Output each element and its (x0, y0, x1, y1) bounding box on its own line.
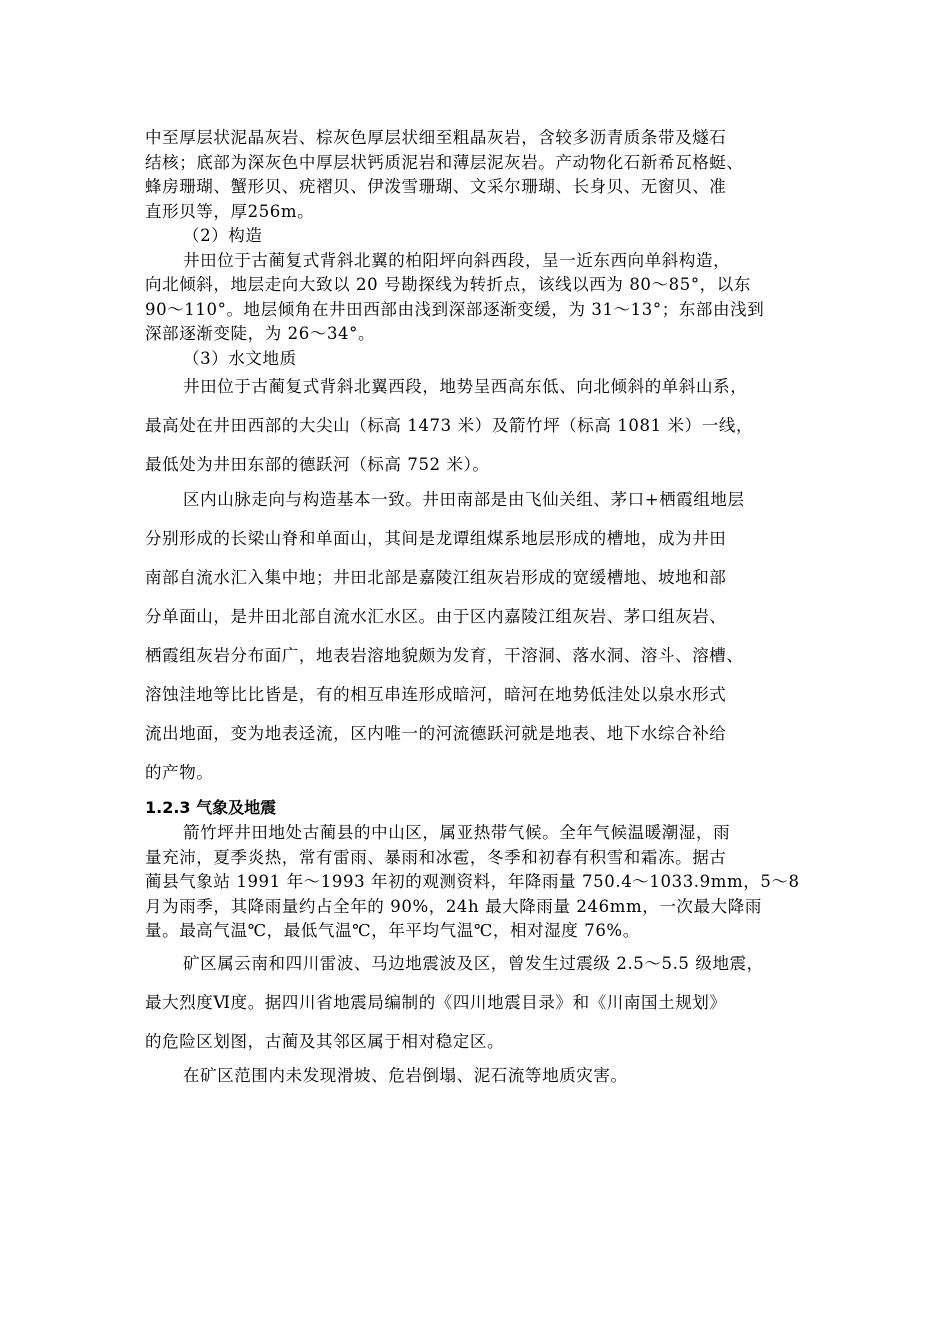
text-line: 溶蚀洼地等比比皆是，有的相互串连形成暗河，暗河在地势低洼处以泉水形式 (145, 685, 727, 704)
paragraph-hazards (145, 1056, 817, 1095)
subsection-title: （3）水文地质 (183, 348, 297, 368)
text-line: 中至厚层状泥晶灰岩、棕灰色厚层状细至粗晶灰岩，含较多沥青质条带及燧石 (145, 128, 727, 147)
text-line: 南部自流水汇入集中地；井田北部是嘉陵江组灰岩形成的宽缓槽地、坡地和部 (145, 568, 727, 587)
text-line: 矿区属云南和四川雷波、马边地震波及区，曾发生过震级 2.5～5.5 级地震， (183, 954, 764, 973)
subsection-title: （2）构造 (183, 226, 263, 245)
text-line: 深部逐渐变陡，为 26～34°。 (145, 324, 376, 343)
text-line: 的产物。 (145, 763, 214, 782)
paragraph-hydro-terrain (145, 367, 817, 484)
text-line: 区内山脉走向与构造基本一致。井田南部是由飞仙关组、茅口+栖霞组地层 (183, 490, 745, 509)
text-line: 蜂房珊瑚、蟹形贝、疣褶贝、伊泼雪珊瑚、文采尔珊瑚、长身贝、无窗贝、准 (145, 177, 727, 196)
paragraph-hydro-karst (145, 480, 817, 792)
text-line: 在矿区范围内未发现滑坡、危岩倒塌、泥石流等地质灾害。 (183, 1066, 628, 1085)
text-line: 量。最高气温℃，最低气温℃，年平均气温℃，相对湿度 76%。 (145, 921, 640, 940)
text-line: 最大烈度Ⅵ度。据四川省地震局编制的《四川地震目录》和《川南国土规划》 (145, 993, 727, 1012)
paragraph-climate (145, 821, 817, 944)
text-line: 结核；底部为深灰色中厚层状钙质泥岩和薄层泥灰岩。产动物化石新希瓦格蜓、 (145, 152, 744, 172)
text-line: 箭竹坪井田地处古蔺县的中山区，属亚热带气候。全年气候温暖潮湿，雨 (183, 823, 731, 842)
text-line: 井田位于古蔺复式背斜北翼西段，地势呈西高东低、向北倾斜的单斜山系， (183, 377, 748, 396)
text-line: 蔺县气象站 1991 年～1993 年初的观测资料，年降雨量 750.4～1033.9mm，5～8 (145, 872, 800, 891)
text-line: 流出地面，变为地表迳流，区内唯一的河流德跃河就是地表、地下水综合补给 (145, 724, 727, 743)
paragraph-strata-continued (145, 126, 817, 224)
text-line: 分别形成的长梁山脊和单面山，其间是龙谭组煤系地层形成的槽地，成为井田 (145, 529, 727, 548)
text-line: 最低处为井田东部的德跃河（标高 752 米）。 (145, 455, 490, 474)
section-heading: 1.2.3 气象及地震 (145, 798, 277, 817)
text-line: 向北倾斜，地层走向大致以 20 号勘探线为转折点，该线以西为 80～85°，以东 (145, 275, 751, 294)
text-line: 90～110°。地层倾角在井田西部由浅到深部逐渐变缓，为 31～13°；东部由浅到 (145, 299, 765, 319)
text-line: 的危险区划图，古蔺及其邻区属于相对稳定区。 (145, 1032, 505, 1051)
text-line: 直形贝等，厚256m。 (145, 201, 315, 221)
text-line: 分单面山，是井田北部自流水汇水区。由于区内嘉陵江组灰岩、茅口组灰岩、 (145, 607, 727, 626)
text-line: 量充沛，夏季炎热，常有雷雨、暴雨和冰雹，冬季和初春有积雪和霜冻。据古 (145, 847, 727, 867)
paragraph-earthquake (145, 944, 817, 1061)
text-line: 最高处在井田西部的大尖山（标高 1473 米）及箭竹坪（标高 1081 米）一线， (145, 416, 754, 435)
section-structure (145, 224, 817, 371)
text-line: 栖霞组灰岩分布面广，地表岩溶地貌颇为发育，干溶洞、落水洞、溶斗、溶槽、 (145, 646, 744, 665)
text-line: 月为雨季，其降雨量约占全年的 90%，24h 最大降雨量 246mm，一次最大降雨 (145, 896, 762, 916)
text-line: 井田位于古蔺复式背斜北翼的柏阳坪向斜西段，呈一近东西向单斜构造， (183, 250, 731, 270)
